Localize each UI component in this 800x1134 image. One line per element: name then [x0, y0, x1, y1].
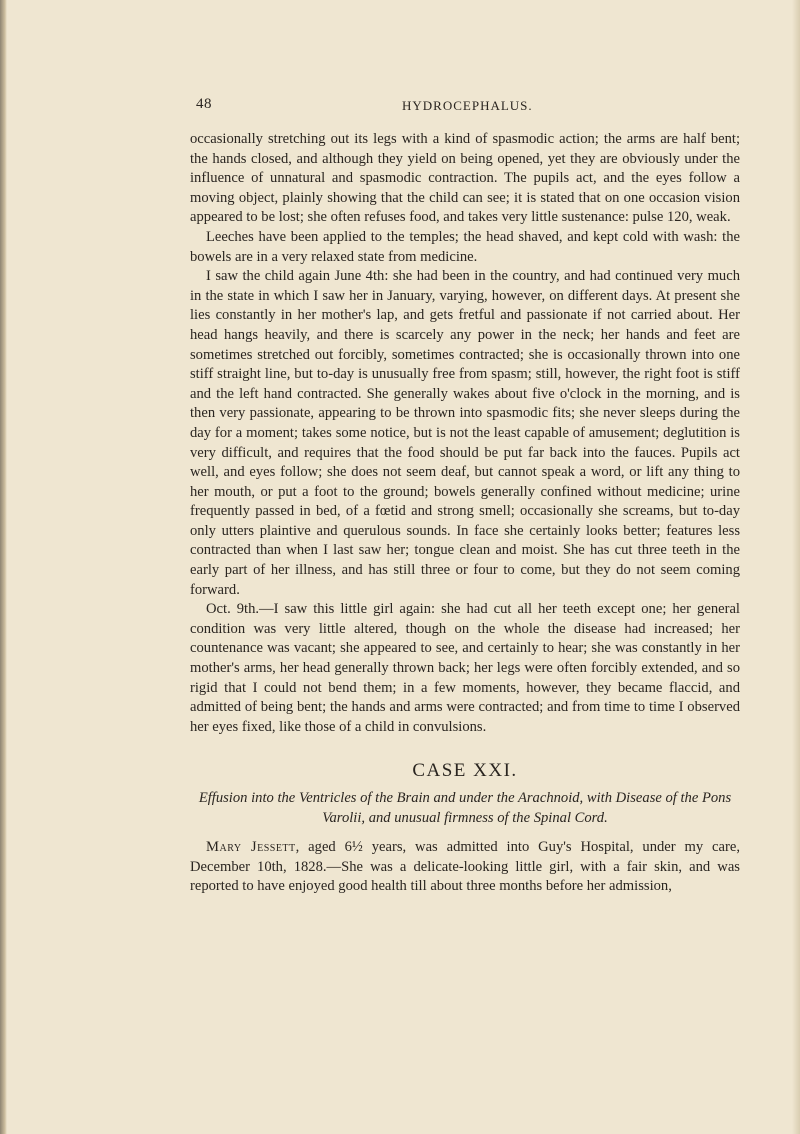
paragraph: occasionally stretching out its legs with a kind of spasmodic action; the arms are half bent; the hands closed, and although they yield on being opened, yet they are obviously under the influence of unnatural and spasmodic contraction. The pupils act, and the eyes follow a moving object, plainly showing that the child can see; it is stated that on one occasion vision appeared to be lost; she often refuses food, and takes very little sustenance: pulse 120, weak.	[190, 131, 740, 226]
paragraph: I saw the child again June 4th: she had been in the country, and had continued very much in the state in which I saw her in January, varying, however, on different days. At present she lies constantly in her mother's lap, and gets fretful and passionate if not carried about. Her head hangs heavily, and there is scarcely any power in the neck; her hands and feet are sometimes stretched out forcibly, sometimes contracted; she is occasionally thrown into one stiff straight line, but to-day is unusually free from spasm; still, however, the right foot is stiff and the left hand contracted. She generally wakes about five o'clock in the morning, and is then very passionate, appearing to be thrown into spasmodic fits; she never sleeps during the day for a moment; takes some notice, but is not the least capable of amusement; deglutition is very difficult, and requires that the food should be put far back into the fauces. Pupils act well, and eyes follow; she does not seem deaf, but cannot speak a word, or lift any thing to her mouth, or put a foot to the ground; bowels generally confined without medicine; urine frequently passed in bed, of a fœtid and strong smell; occasionally she screams, but to-day only utters plaintive and querulous sounds. In face she certainly looks better; features less contracted than when I last saw her; tongue clean and moist. She has cut three teeth in the early part of her illness, and has still three or four to come, but they do not seem coming forward.	[190, 268, 740, 598]
paragraph: Oct. 9th.—I saw this little girl again: she had cut all her teeth except one; her general condition was very little altered, though on the whole the disease had increased; her countenance was vacant; she appeared to see, and certainly to hear; she was constantly in her mother's arms, her head generally thrown back; her legs were often forcibly extended, and so rigid that I could not bend them; in a few moments, however, they became flaccid, and admitted of being bent; the hands and arms were contracted; and from time to time I observed her eyes fixed, like those of a child in convulsions.	[190, 601, 740, 735]
body-text	[190, 130, 740, 897]
patient-name: Mary Jessett	[206, 839, 296, 856]
case-subtitle: Effusion into the Ventricles of the Brain and under the Arachnoid, with Disease of the Pons Varolii, and unusual firmness of the Spinal Cord.	[198, 790, 732, 826]
page-edge-shadow	[792, 0, 800, 1134]
book-page	[190, 96, 740, 897]
book-spine-shadow	[0, 0, 7, 1134]
case-opening-paragraph	[190, 838, 740, 897]
case-opening-text: , aged 6½ years, was admitted into Guy's Hospital, under my care, December 10th, 1828.—She was a delicate-looking little girl, with a fair skin, and was reported to have enjoyed good health till about three months before her admission,	[190, 839, 740, 895]
running-header	[190, 96, 740, 118]
case-heading: CASE XXI.	[412, 760, 518, 782]
paragraph: Leeches have been applied to the temples; the head shaved, and kept cold with wash: the bowels are in a very relaxed state from medicine.	[190, 228, 740, 265]
running-title: HYDROCEPHALUS.	[402, 98, 533, 113]
page-number: 48	[196, 96, 212, 112]
